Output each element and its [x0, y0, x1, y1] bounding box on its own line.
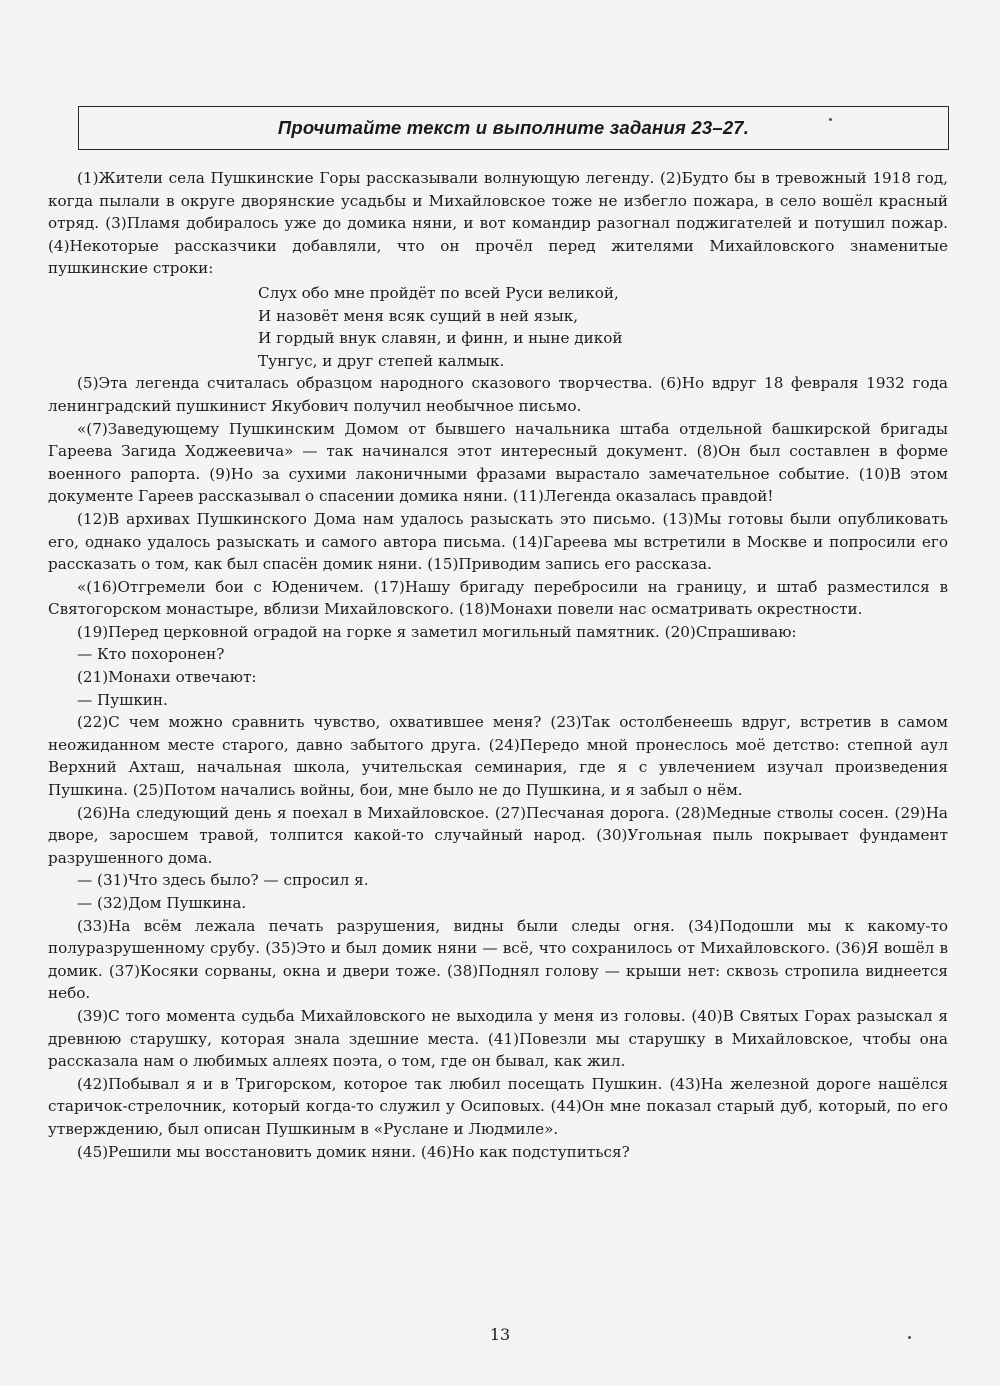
- paragraph-10: (22)С чем можно сравнить чувство, охватившее меня? (23)Так остолбенеешь вдруг, встретив в самом неожиданном месте старого, давно забытого друга. (24)Передо мной пронеслось моё детство: степной аул Верхний Ахташ, начальная школа, учительская семинария, где я с увлечением изучал произведения Пушкина. (25)Потом начались войны, бои, мне было не до Пушкина, и я забыл о нём.: [48, 713, 948, 800]
- paragraph-1: (1)Жители села Пушкинские Горы рассказывали волнующую легенду. (2)Будто бы в тревожный 1918 год, когда пылали в округе дворянские усадьбы и Михайловское тоже не избегло пожара, в село вошёл красный отряд. (3)Пламя добиралось уже до домика няни, и вот командир разогнал поджигателей и потушил пожар. (4)Некоторые рассказчики добавляли, что он прочёл перед жителями Михайловского знаменитые пушкинские строки:: [48, 169, 948, 278]
- paragraph-15: (39)С того момента судьба Михайловского не выходила у меня из головы. (40)В Святых Горах разыскал я древнюю старушку, которая знала здешние места. (41)Повезли мы старушку в Михайловское, чтобы она рассказала нам о любимых аллеях поэта, о том, где он бывал, как жил.: [48, 1006, 948, 1071]
- reading-text: [48, 167, 948, 1163]
- print-speck: [908, 1336, 911, 1339]
- page-number: 13: [489, 1325, 511, 1344]
- task-header-title: Прочитайте текст и выполните задания 23–27.: [277, 117, 750, 138]
- dialog-line: — Кто похоронен?: [77, 645, 225, 664]
- paragraph-17: (45)Решили мы восстановить домик няни. (46)Но как подступиться?: [77, 1142, 630, 1161]
- poem-line: И гордый внук славян, и финн, и ныне дикой: [258, 329, 623, 348]
- paragraph-2: (5)Эта легенда считалась образцом народного сказового творчества. (6)Но вдруг 18 февраля 1932 года ленинградский пушкинист Якубович получил необычное письмо.: [48, 374, 948, 415]
- paragraph-3: «(7)Заведующему Пушкинским Домом от бывшего начальника штаба отдельной башкирской бригады Гареева Загида Ходжеевича» — так начинался этот интересный документ. (8)Он был составлен в форме военного рапорта. (9)Но за сухими лаконичными фразами вырастало замечательное событие. (10)В этом документе Гареев рассказывал о спасении домика няни. (11)Легенда оказалась правдой!: [48, 419, 948, 506]
- paragraph-6: (19)Перед церковной оградой на горке я заметил могильный памятник. (20)Спрашиваю:: [77, 622, 797, 641]
- print-speck: [829, 118, 832, 121]
- poem-line: Тунгус, и друг степей калмык.: [258, 351, 505, 370]
- dialog-line: — (32)Дом Пушкина.: [77, 894, 247, 912]
- task-header-box: [78, 106, 949, 150]
- poem-quote: [258, 282, 948, 372]
- dialog-line: — Пушкин.: [77, 690, 168, 709]
- paragraph-11: (26)На следующий день я поехал в Михайловское. (27)Песчаная дорога. (28)Медные стволы сосен. (29)На дворе, заросшем травой, толпится какой-то случайный народ. (30)Угольная пыль покрывает фундамент разрушенного дома.: [48, 803, 948, 867]
- paragraph-14: (33)На всём лежала печать разрушения, видны были следы огня. (34)Подошли мы к какому-то полуразрушенному срубу. (35)Это и был домик няни — всё, что сохранилось от Михайловского. (36)Я вошёл в домик. (37)Косяки сорваны, окна и двери тоже. (38)Поднял голову — крыши нет: сквозь стропила виднеется небо.: [48, 916, 948, 1003]
- poem-line: Слух обо мне пройдёт по всей Руси великой,: [258, 283, 619, 302]
- paragraph-8: (21)Монахи отвечают:: [77, 668, 257, 687]
- paragraph-4: (12)В архивах Пушкинского Дома нам удалось разыскать это письмо. (13)Мы готовы были опубликовать его, однако удалось разыскать и самого автора письма. (14)Гареева мы встретили в Москве и попросили его рассказать о том, как был спасён домик няни. (15)Приводим запись его рассказа.: [48, 509, 948, 574]
- paragraph-5: «(16)Отгремели бои с Юденичем. (17)Нашу бригаду перебросили на границу, и штаб разместился в Святогорском монастыре, вблизи Михайловского. (18)Монахи повели нас осматривать окрестности.: [48, 577, 948, 619]
- poem-line: И назовёт меня всяк сущий в ней язык,: [258, 306, 579, 325]
- dialog-line: — (31)Что здесь было? — спросил я.: [77, 871, 369, 890]
- paragraph-16: (42)Побывал я и в Тригорском, которое так любил посещать Пушкин. (43)На железной дороге нашёлся старичок-стрелочник, который когда-то служил у Осиповых. (44)Он мне показал старый дуб, который, по его утверждению, был описан Пушкиным в «Руслане и Людмиле».: [48, 1074, 948, 1138]
